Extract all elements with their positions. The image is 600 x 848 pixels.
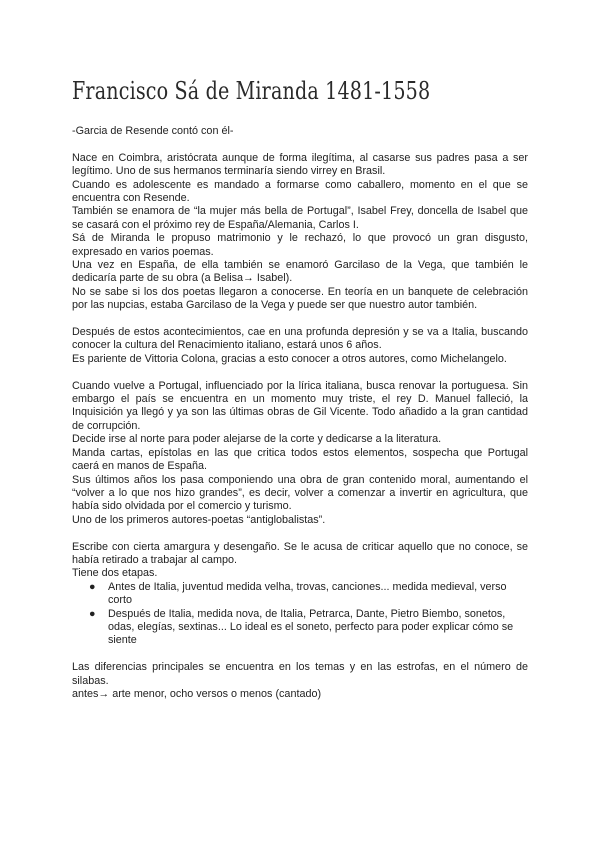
paragraph: antes→ arte menor, ocho versos o menos (cantado) — [72, 687, 322, 700]
paragraph: Cuando es adolescente es mandado a formarse como caballero, momento en el que se encuentra con Resende. — [72, 178, 528, 205]
list-item — [72, 581, 528, 608]
paragraph: Sá de Miranda le propuso matrimonio y le rechazó, lo que provocó un gran disgusto, expresado en varios poemas. — [72, 232, 528, 258]
stages-list — [72, 581, 528, 648]
list-item-text: Antes de Italia, juventud medida velha, trovas, canciones... medida medieval, verso corto — [108, 580, 507, 607]
paragraph: Manda cartas, epístolas en las que critica todos estos elementos, sospecha que Portugal caerá en manos de España. — [72, 446, 528, 473]
paragraph: No se sabe si los dos poetas llegaron a conocerse. En teoría en un banquete de celebración por las nupcias, estaba Garcilaso de la Vega y puede ser que nuestro autor también. — [72, 285, 528, 312]
paragraph: Después de estos acontecimientos, cae en una profunda depresión y se va a Italia, buscando conocer la cultura del Renacimiento italiano, estará unos 6 años. — [72, 326, 528, 352]
stages-label: Tiene dos etapas. — [72, 567, 158, 580]
paragraph: Cuando vuelve a Portugal, influenciado por la lírica italiana, busca renovar la portuguesa. Sin embargo el país se encuentra en un momento muy triste, el rey D. Manuel falleció, la Inquisición ya llegó y ya son las últimas obras de Gil Vicente. Todo añadido a la gran cantidad de corrupción. — [72, 379, 528, 432]
list-item-text: Después de Italia, medida nova, de Italia, Petrarca, Dante, Pietro Biembo, sonetos, odas, elegías, sextinas... Lo ideal es el soneto, perfecto para poder explicar cómo se siente — [108, 607, 514, 647]
list-item — [72, 608, 528, 648]
bullet-icon: ● — [89, 607, 96, 620]
paragraph: Decide irse al norte para poder alejarse de la corte y dedicarse a la literatura. — [72, 433, 442, 446]
document-body — [72, 125, 528, 701]
paragraph: Escribe con cierta amargura y desengaño. Se le acusa de criticar aquello que no conoce, se había retirado a trabajar al campo. — [72, 540, 528, 566]
paragraph: Las diferencias principales se encuentra en los temas y en las estrofas, en el número de silabas. — [72, 661, 528, 687]
page-title: Francisco Sá de Miranda 1481-1558 — [72, 76, 431, 105]
paragraph: También se enamora de “la mujer más bella de Portugal”, Isabel Frey, doncella de Isabel que se casará con el próximo rey de España/Alemania, Carlos I. — [72, 205, 528, 231]
paragraph: Una vez en España, de ella también se enamoró Garcilaso de la Vega, que también le dedicaría parte de su obra (a Belisa→ Isabel). — [72, 259, 528, 285]
subtitle: -Garcia de Resende contó con él- — [72, 125, 234, 137]
bullet-icon: ● — [89, 580, 96, 593]
paragraph: Uno de los primeros autores-poetas “antiglobalistas”. — [72, 513, 326, 526]
paragraph: Nace en Coimbra, aristócrata aunque de forma ilegítima, al casarse sus padres pasa a ser legítimo. Uno de sus hermanos terminaría siendo virrey en Brasil. — [72, 151, 528, 178]
paragraph: Sus últimos años los pasa componiendo una obra de gran contenido moral, aumentando el “volver a lo que nos hizo grandes”, es decir, volver a comenzar a invertir en agricultura, que había sido olvidada por el comercio y turismo. — [72, 473, 528, 513]
paragraph: Es pariente de Vittoria Colona, gracias a esto conocer a otros autores, como Michelangelo. — [72, 352, 507, 365]
